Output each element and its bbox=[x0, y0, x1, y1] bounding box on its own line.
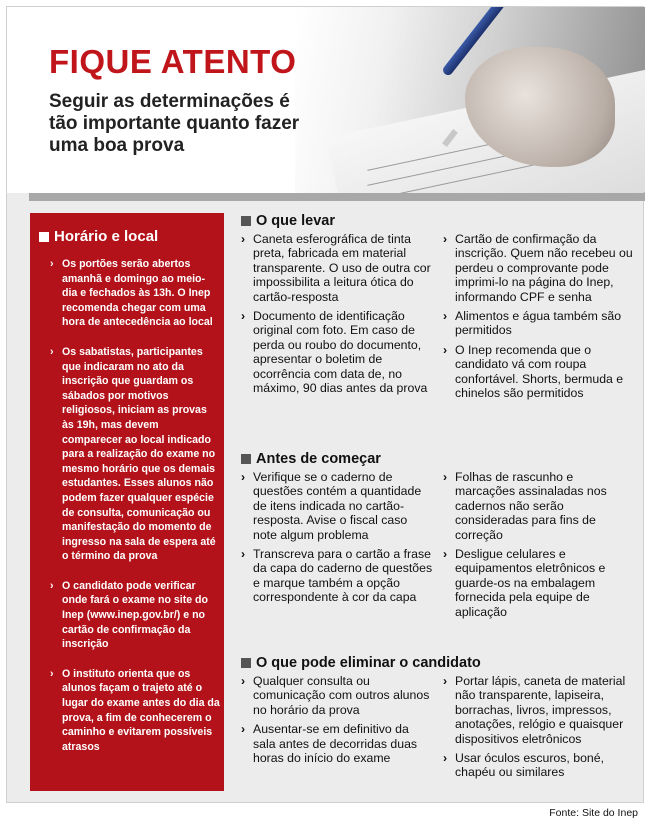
infographic-frame bbox=[6, 6, 644, 803]
column-left bbox=[241, 232, 433, 405]
square-bullet-icon bbox=[241, 216, 251, 226]
chevron-right-icon: › bbox=[443, 309, 448, 324]
chevron-right-icon: › bbox=[241, 309, 246, 324]
list-item: › Verifique se o caderno de questões contém a quantidade de itens indicada no cartão-resposta. Avise o fiscal caso note algum problema bbox=[241, 470, 422, 542]
square-bullet-icon bbox=[39, 232, 49, 242]
list-item: › Caneta esferográfica de tinta preta, fabricada em material transparente. O uso de outra cor impossibilita a leitura ótica do cartão-resposta bbox=[241, 232, 431, 304]
chevron-right-icon: › bbox=[50, 667, 54, 680]
chevron-right-icon: › bbox=[50, 258, 54, 270]
chevron-right-icon: › bbox=[241, 470, 246, 484]
chevron-right-icon: › bbox=[443, 232, 448, 246]
chevron-right-icon: › bbox=[241, 547, 246, 562]
chevron-right-icon: › bbox=[443, 547, 448, 562]
chevron-right-icon: › bbox=[443, 751, 448, 766]
list-item: › O instituto orienta que os alunos façam o trajeto até o lugar do exame antes do dia da prova, a fim de conhecerem o caminho e evitarem possíveis atrasos bbox=[50, 667, 220, 753]
chevron-right-icon: › bbox=[50, 579, 54, 592]
chevron-right-icon: › bbox=[443, 674, 448, 688]
header bbox=[7, 7, 645, 193]
column-left bbox=[241, 674, 433, 785]
column-left bbox=[241, 470, 433, 624]
hand-writing-photo bbox=[295, 7, 645, 193]
list-item: › O candidato pode verificar onde fará o exame no site do Inep (www.inep.gov.br/) e no cartão de confirmação da inscrição bbox=[50, 579, 208, 651]
chevron-right-icon: › bbox=[241, 232, 246, 246]
column-right bbox=[443, 232, 635, 405]
square-bullet-icon bbox=[241, 658, 251, 668]
list-item: › Desligue celulares e equipamentos eletrônicos e guarde-os na embalagem fornecida pela equipe de aplicação bbox=[443, 547, 606, 619]
list-item: › Transcreva para o cartão a frase da capa do caderno de questões e marque também a opção correspondente à cor da capa bbox=[241, 547, 433, 605]
section-antes-de-comecar bbox=[241, 451, 645, 624]
list-item: › Portar lápis, caneta de material não transparente, lapiseira, borrachas, livros, impressos, anotações, relógio e quaisquer dispositivos eletrônicos bbox=[443, 674, 626, 746]
chevron-right-icon: › bbox=[443, 342, 448, 357]
square-bullet-icon bbox=[241, 454, 251, 464]
column-right bbox=[443, 470, 635, 624]
horario-heading bbox=[39, 228, 158, 245]
page-title: FIQUE ATENTO bbox=[49, 43, 297, 80]
divider-bar bbox=[29, 193, 645, 201]
section-heading: Antes de começar bbox=[241, 451, 645, 467]
list-item: › Usar óculos escuros, boné, chapéu ou similares bbox=[443, 751, 605, 780]
section-o-que-pode-eliminar bbox=[241, 655, 645, 785]
page-subtitle: Seguir as determinações é tão importante quanto fazer uma boa prova bbox=[49, 91, 300, 156]
section-o-que-levar bbox=[241, 213, 645, 405]
list-item: › Qualquer consulta ou comunicação com outros alunos no horário da prova bbox=[241, 674, 430, 717]
list-item: › Ausentar-se em definitivo da sala antes de decorridas duas horas do início do exame bbox=[241, 722, 418, 766]
list-item: › Os portões serão abertos amanhã e domingo ao meio-dia e fechados às 13h. O Inep recomenda chegar com uma hora de antecedência ao local bbox=[50, 258, 213, 329]
horario-heading-text: Horário e local bbox=[54, 228, 159, 245]
section-heading: O que pode eliminar o candidato bbox=[241, 655, 645, 671]
chevron-right-icon: › bbox=[241, 674, 246, 688]
section-heading: O que levar bbox=[241, 213, 645, 229]
column-right bbox=[443, 674, 635, 785]
horario-list bbox=[50, 257, 220, 769]
chevron-right-icon: › bbox=[443, 470, 448, 484]
horario-box bbox=[30, 213, 224, 791]
source-credit: Fonte: Site do Inep bbox=[549, 807, 638, 819]
chevron-right-icon: › bbox=[241, 722, 246, 737]
list-item: › Os sabatistas, participantes que indicaram no ato da inscrição que guardam os sábados por motivos religiosos, iniciam as provas às 19h, mas devem comparecer ao local indicado para a realização do exame no mesmo horário que os demais estudantes. Esses alunos não podem fazer qualquer espécie de consulta, comunicação ou manifestação do momento de ingresso na sala de espera até o término da prova bbox=[50, 345, 216, 563]
list-item: › Cartão de confirmação da inscrição. Quem não recebeu ou perdeu o comprovante pode imprimi-lo na página do Inep, informando CPF e senha bbox=[443, 232, 633, 304]
list-item: › O Inep recomenda que o candidato vá com roupa confortável. Shorts, bermuda e chinelos são permitidos bbox=[443, 342, 624, 401]
list-item: › Alimentos e água também são permitidos bbox=[443, 309, 622, 338]
list-item: › Folhas de rascunho e marcações assinaladas nos cadernos não serão consideradas para fins de correção bbox=[443, 470, 607, 542]
list-item: › Documento de identificação original com foto. Em caso de perda ou roubo do documento, apresentar o boletim de ocorrência com data de, no máximo, 90 dias antes da prova bbox=[241, 309, 428, 396]
chevron-right-icon: › bbox=[50, 345, 54, 358]
